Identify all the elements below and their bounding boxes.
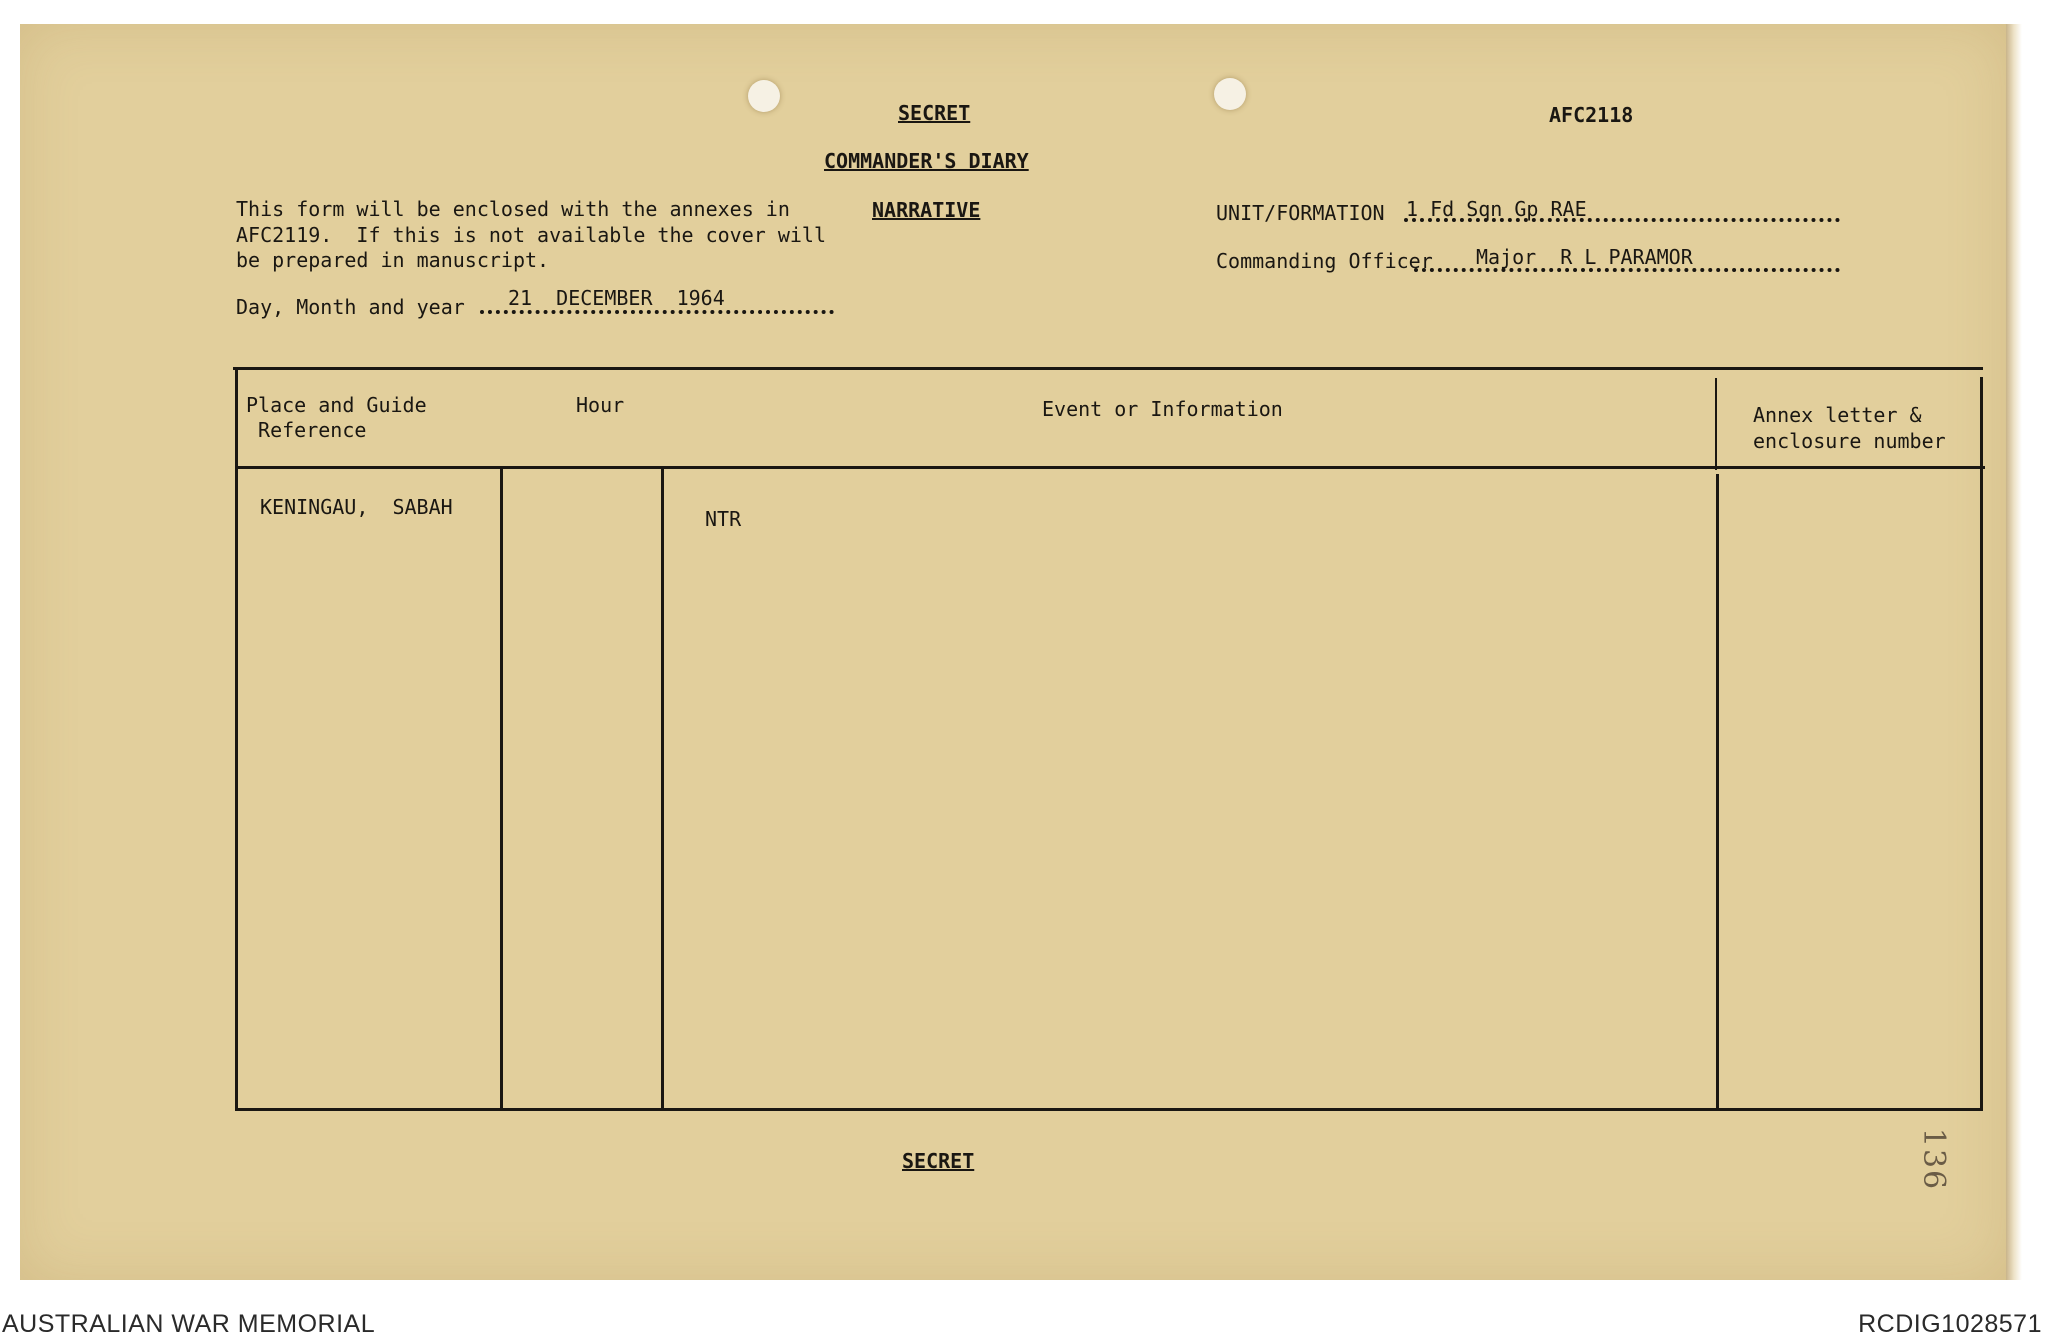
header-place-reference: Reference	[246, 418, 367, 442]
unit-value: 1 Fd Sqn Gp RAE	[1406, 197, 1587, 221]
instruction-line-2: AFC2119. If this is not available the cover will	[236, 223, 827, 247]
punch-hole-right	[1214, 78, 1246, 110]
table-right-border	[1980, 377, 1983, 1109]
instruction-line-1: This form will be enclosed with the annexes in	[236, 197, 790, 221]
officer-label: Commanding Officer	[1216, 249, 1433, 273]
table-bottom-border	[237, 1108, 1983, 1111]
table-top-border	[233, 367, 1983, 370]
handwritten-page-number: 136	[1916, 1127, 1952, 1192]
form-title: COMMANDER'S DIARY	[824, 149, 1029, 173]
header-annex-line2: enclosure number	[1753, 429, 1946, 453]
date-label: Day, Month and year	[236, 295, 465, 319]
table-header-divider	[235, 466, 1985, 469]
footer-left: AUSTRALIAN WAR MEMORIAL	[2, 1310, 376, 1338]
header-event: Event or Information	[1042, 397, 1283, 421]
date-value: 21 DECEMBER 1964	[508, 286, 725, 310]
officer-value: Major R L PARAMOR	[1476, 245, 1693, 269]
col-divider-3-header	[1715, 378, 1717, 470]
cell-event: NTR	[705, 507, 742, 531]
section-title: NARRATIVE	[872, 198, 981, 222]
header-place: Place and Guide	[246, 393, 427, 417]
punch-hole-left	[748, 80, 780, 112]
col-divider-1	[500, 466, 503, 1110]
col-divider-2	[661, 466, 664, 1110]
footer-right: RCDIG1028571	[1858, 1310, 2042, 1338]
classification-bottom: SECRET	[902, 1149, 975, 1173]
classification-top: SECRET	[898, 101, 971, 125]
page-edge	[2006, 24, 2022, 1280]
table-left-border	[235, 367, 238, 1111]
instruction-line-3: be prepared in manuscript.	[236, 248, 550, 272]
header-annex: Annex letter &	[1753, 403, 1922, 427]
form-number: AFC2118	[1549, 103, 1634, 127]
unit-label: UNIT/FORMATION	[1216, 201, 1385, 225]
cell-place: KENINGAU, SABAH	[260, 495, 453, 519]
header-hour: Hour	[576, 393, 625, 417]
col-divider-3	[1716, 474, 1719, 1110]
